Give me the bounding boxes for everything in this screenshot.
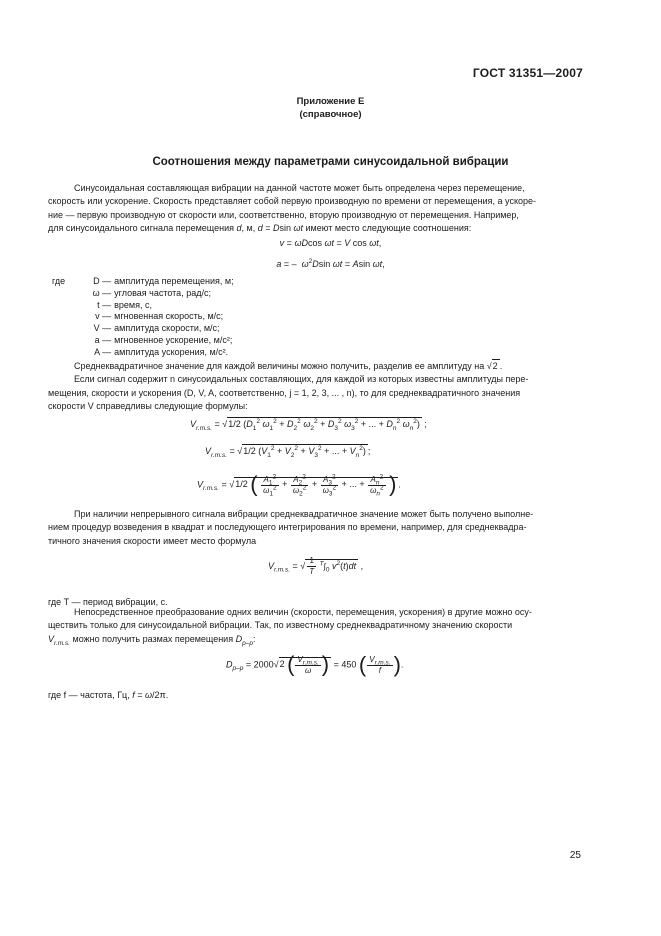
formula-peak-to-peak: $D_{p-p} = 2000√2$ ( $\frac{V_{r.m.s.}}{\omega}$ ) = 450 ( $\frac{V_{r.m.s.}}{f}$ ). (226, 652, 404, 677)
legend-row: A — амплитуда ускорения, м/с². (94, 346, 229, 357)
continuous-line-3: тичного значения скорости имеет место формула (48, 535, 257, 546)
rms-line-2: Если сигнал содержит n синусоидальных составляющих, для каждой из которых известны амплитуды пере- (74, 374, 529, 385)
intro-line-4: для синусоидального сигнала перемещения d, м, d = Dsin ωt имеют место следующие соотношения: (48, 223, 472, 234)
formula-rms-displacement: $V_{r.m.s.} = √1/2$ ($D_1^2$ $\omega_1^2 + D_2^2$ $\omega_2^2 + D_3^2$ $\omega_3^2$ + ... + $D_n^2$ $\omega_n^2$) ; (190, 418, 427, 432)
period-definition: где T — период вибрации, с. (48, 597, 168, 607)
continuous-line-2: нием процедур возведения в квадрат и последующего интегрирования по времени, например, для среднеквадра- (48, 522, 527, 533)
legend-row: V — амплитуда скорости, м/с; (93, 323, 220, 334)
formula-acceleration: a = – $\omega^2Dsin$ ωt = Asin ωt, (276, 258, 385, 269)
intro-line-1: Синусоидальная составляющая вибрации на данной частоте может быть определена через перемещение, (74, 183, 525, 193)
legend-row: v — мгновенная скорость, м/с; (95, 311, 224, 322)
page-number: 25 (569, 850, 581, 861)
conversion-line-3: $V_{r.m.s.}$ можно получить размах перемещения $D_{p-p}$: (48, 633, 256, 647)
symbol-legend (52, 276, 234, 359)
conversion-line-1: Непосредственное преобразование одних величин (скорости, перемещения, ускорения) в другие можно осу- (74, 607, 532, 617)
formula-rms-velocity: $V_{r.m.s.} = √1/2$ ($V_1^2 + V_2^2 + V_3^2$ + ... + $V_n^2$) ; (205, 445, 371, 459)
formula-rms-integral: $V_{r.m.s.}$ = √ $\frac{1}{T}$ $^T\int_0$ $v^2(t)dt$ , (268, 556, 364, 576)
section-title: Соотношения между параметрами синусоидальной вибрации (152, 156, 509, 168)
formula-velocity: v = ωDcos ωt = V cos ωt, (279, 238, 382, 248)
rms-paragraph (48, 360, 580, 414)
legend-where: где (52, 276, 66, 286)
legend-row: ω — угловая частота, рад/с; (92, 287, 211, 298)
frequency-definition: где f — частота, Гц, f = ω/2π. (48, 690, 169, 700)
intro-line-2: скорость или ускорение. Скорость представляет собой первую производную по времени от перемещения, а ускоре- (48, 196, 537, 207)
continuous-line-1: При наличии непрерывного сигнала вибрации среднеквадратичное значение может быть получено выполне- (74, 509, 534, 519)
rms-line-4: скорости V справедливы следующие формулы: (48, 401, 248, 412)
rms-line-1: Среднеквадратичное значение для каждой величины можно получить, разделив ее амплитуду на √2 . (74, 361, 503, 371)
formula-rms-acceleration: $V_{r.m.s.} = √1/2$ ( $\frac{A_1^2}{\omega_1^2}$ + $\frac{A_2^2}{\omega_2^2}$ + $\frac{A_3^2}{\omega_3^2}$ + ... + $\frac{A_n^2}{\omega_n^2}$ ) . (197, 472, 401, 498)
rms-line-3: мещения, скорости и ускорения (D, V, A, соответственно, j = 1, 2, 3, ... , n), то для среднеквадратичного значения (48, 387, 521, 398)
legend-row: где D — амплитуда перемещения, м; (52, 276, 234, 286)
document-header-standard: ГОСТ 31351—2007 (472, 66, 583, 80)
conversion-paragraph (48, 606, 580, 646)
appendix-type: (справочное) (299, 109, 362, 120)
legend-row: a — мгновенное ускорение, м/с²; (94, 334, 233, 345)
legend-row: t — время, с, (97, 299, 152, 310)
appendix-label: Приложение Е (296, 96, 365, 107)
conversion-line-2: ществить только для синусоидальной вибрации. Так, по известному среднеквадратичному значению скорости (48, 620, 513, 631)
continuous-paragraph (48, 508, 580, 548)
intro-paragraph (48, 182, 580, 236)
intro-line-3: ние — первую производную от скорости или, соответственно, вторую производную от перемещения. Например, (48, 209, 519, 220)
